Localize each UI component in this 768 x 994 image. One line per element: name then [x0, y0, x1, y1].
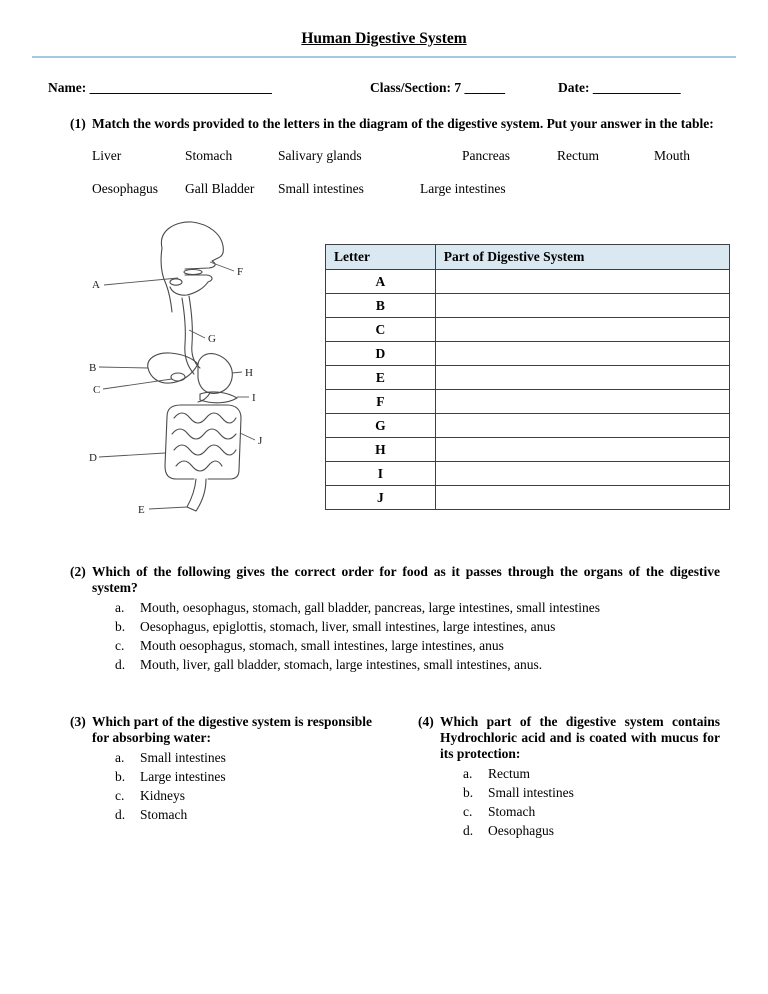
questions-3-4-row [48, 714, 720, 840]
label-line-b [99, 367, 148, 368]
question-1-number: (1) [70, 116, 86, 131]
option-text: Mouth oesophagus, stomach, small intestines, large intestines, anus [140, 638, 504, 653]
question-4 [396, 714, 720, 840]
option-letter: c. [463, 804, 473, 819]
label-line-j [240, 433, 255, 440]
option [115, 767, 372, 786]
question-2-number: (2) [70, 564, 86, 579]
title-divider [32, 56, 736, 58]
small-intestine [176, 461, 222, 471]
option-letter: d. [115, 657, 126, 672]
option [115, 748, 372, 767]
question-4-options [463, 764, 720, 840]
tongue [184, 270, 202, 275]
option-letter: d. [115, 807, 126, 822]
letter-column-header: Letter [326, 245, 436, 270]
label-line-e [149, 507, 187, 509]
option-text: Mouth, oesophagus, stomach, gall bladder, pancreas, large intestines, small intestines [140, 600, 600, 615]
part-column-header: Part of Digestive System [435, 245, 729, 270]
date-blank-line[interactable]: _____________ [592, 80, 681, 95]
option-letter: b. [463, 785, 474, 800]
answer-cell[interactable] [435, 390, 729, 414]
diagram-label-b: B [89, 362, 97, 374]
option-letter: a. [115, 750, 125, 765]
label-line-a [104, 278, 178, 285]
option [115, 617, 720, 636]
oesophagus [189, 296, 200, 368]
answer-cell[interactable] [435, 318, 729, 342]
diagram-and-table-region [48, 218, 720, 540]
table-row [326, 318, 730, 342]
option-letter: d. [463, 823, 474, 838]
letter-cell: H [326, 438, 436, 462]
question-3-number: (3) [70, 714, 86, 729]
question-2-options [115, 598, 720, 674]
small-intestine [174, 445, 236, 455]
question-3 [48, 714, 372, 824]
option-text: Large intestines [140, 769, 226, 784]
small-intestine [174, 413, 236, 423]
table-row [326, 390, 730, 414]
question-4-prompt: Which part of the digestive system contains Hydrochloric acid and is coated with mucus for its protection: [440, 714, 720, 761]
answer-cell[interactable] [435, 462, 729, 486]
option [115, 786, 372, 805]
option-text: Rectum [488, 766, 530, 781]
word-bank-item: Stomach [185, 148, 233, 163]
option-text: Oesophagus, epiglottis, stomach, liver, small intestines, large intestines, anus [140, 619, 556, 634]
name-field [48, 80, 272, 96]
small-intestine [172, 429, 236, 439]
name-label: Name: [48, 80, 87, 95]
table-row [326, 366, 730, 390]
answer-table [325, 244, 730, 510]
answer-cell[interactable] [435, 342, 729, 366]
letter-cell: F [326, 390, 436, 414]
option-text: Kidneys [140, 788, 185, 803]
letter-cell: G [326, 414, 436, 438]
option-letter: c. [115, 788, 125, 803]
letter-cell: D [326, 342, 436, 366]
letter-cell: E [326, 366, 436, 390]
option-text: Stomach [488, 804, 536, 819]
head-outline [161, 222, 223, 269]
liver [148, 353, 198, 383]
option [115, 636, 720, 655]
option-letter: b. [115, 769, 126, 784]
salivary-gland [170, 279, 182, 285]
answer-cell[interactable] [435, 438, 729, 462]
word-bank-item: Oesophagus [92, 181, 158, 196]
option [463, 802, 720, 821]
stomach [198, 354, 232, 394]
answer-cell[interactable] [435, 270, 729, 294]
date-label: Date: [558, 80, 590, 95]
word-bank-item: Large intestines [420, 181, 506, 196]
option-letter: a. [463, 766, 473, 781]
diagram-label-c: C [93, 384, 101, 396]
back-of-head [161, 248, 172, 312]
class-blank-line[interactable]: ______ [464, 80, 505, 95]
option [463, 821, 720, 840]
name-blank-line[interactable]: ___________________________ [89, 80, 272, 95]
diagram-label-g: G [208, 333, 216, 345]
table-row [326, 342, 730, 366]
table-row [326, 294, 730, 318]
table-header-row [326, 245, 730, 270]
page-title: Human Digestive System [301, 30, 467, 47]
diagram-label-h: H [245, 367, 253, 379]
date-field [558, 80, 681, 96]
option-letter: a. [115, 600, 125, 615]
table-row [326, 270, 730, 294]
option-letter: b. [115, 619, 126, 634]
question-2 [48, 564, 720, 674]
rectum [187, 479, 196, 507]
letter-cell: C [326, 318, 436, 342]
option [463, 783, 720, 802]
table-row [326, 462, 730, 486]
word-bank-item: Salivary glands [278, 148, 362, 163]
label-line-c [103, 379, 172, 389]
option-text: Stomach [140, 807, 188, 822]
word-bank [48, 148, 720, 212]
class-field [370, 80, 505, 96]
header-fields [48, 80, 720, 98]
letter-cell: B [326, 294, 436, 318]
word-bank-item: Small intestines [278, 181, 364, 196]
diagram-label-j: J [258, 435, 263, 447]
diagram-label-e: E [138, 504, 145, 516]
diagram-label-i: I [252, 392, 256, 404]
question-3-options [115, 748, 372, 824]
letter-cell: A [326, 270, 436, 294]
digestive-system-diagram [88, 218, 318, 530]
class-label: Class/Section: 7 [370, 80, 462, 95]
diagram-label-a: A [92, 279, 100, 291]
word-bank-item: Pancreas [462, 148, 510, 163]
question-1-prompt: Match the words provided to the letters in the diagram of the digestive system. Put your answer in the table: [92, 116, 714, 131]
table-row [326, 438, 730, 462]
option [463, 764, 720, 783]
rectum [187, 479, 206, 511]
diagram-label-f: F [237, 266, 244, 278]
label-line-d [99, 453, 165, 457]
table-row [326, 414, 730, 438]
label-line-g [189, 330, 205, 338]
letter-cell: J [326, 486, 436, 510]
option-text: Small intestines [488, 785, 574, 800]
gall-bladder [171, 373, 185, 381]
pancreas [200, 392, 237, 403]
answer-cell[interactable] [435, 294, 729, 318]
option-letter: c. [115, 638, 125, 653]
word-bank-item: Rectum [557, 148, 599, 163]
answer-cell[interactable] [435, 366, 729, 390]
word-bank-item: Gall Bladder [185, 181, 255, 196]
option [115, 655, 720, 674]
diagram-label-d: D [89, 452, 97, 464]
option [115, 805, 372, 824]
question-3-prompt: Which part of the digestive system is responsible for absorbing water: [92, 714, 372, 745]
question-2-prompt: Which of the following gives the correct order for food as it passes through the organs of the digestive system? [92, 564, 720, 595]
word-bank-item: Liver [92, 148, 122, 163]
option-text: Small intestines [140, 750, 226, 765]
option-text: Oesophagus [488, 823, 554, 838]
label-line-h [232, 372, 242, 373]
table-row [326, 486, 730, 510]
question-4-number: (4) [418, 714, 434, 729]
option [115, 598, 720, 617]
answer-cell[interactable] [435, 486, 729, 510]
word-bank-item: Mouth [654, 148, 691, 163]
option-text: Mouth, liver, gall bladder, stomach, large intestines, small intestines, anus. [140, 657, 543, 672]
answer-cell[interactable] [435, 414, 729, 438]
letter-cell: I [326, 462, 436, 486]
question-1 [48, 116, 720, 132]
